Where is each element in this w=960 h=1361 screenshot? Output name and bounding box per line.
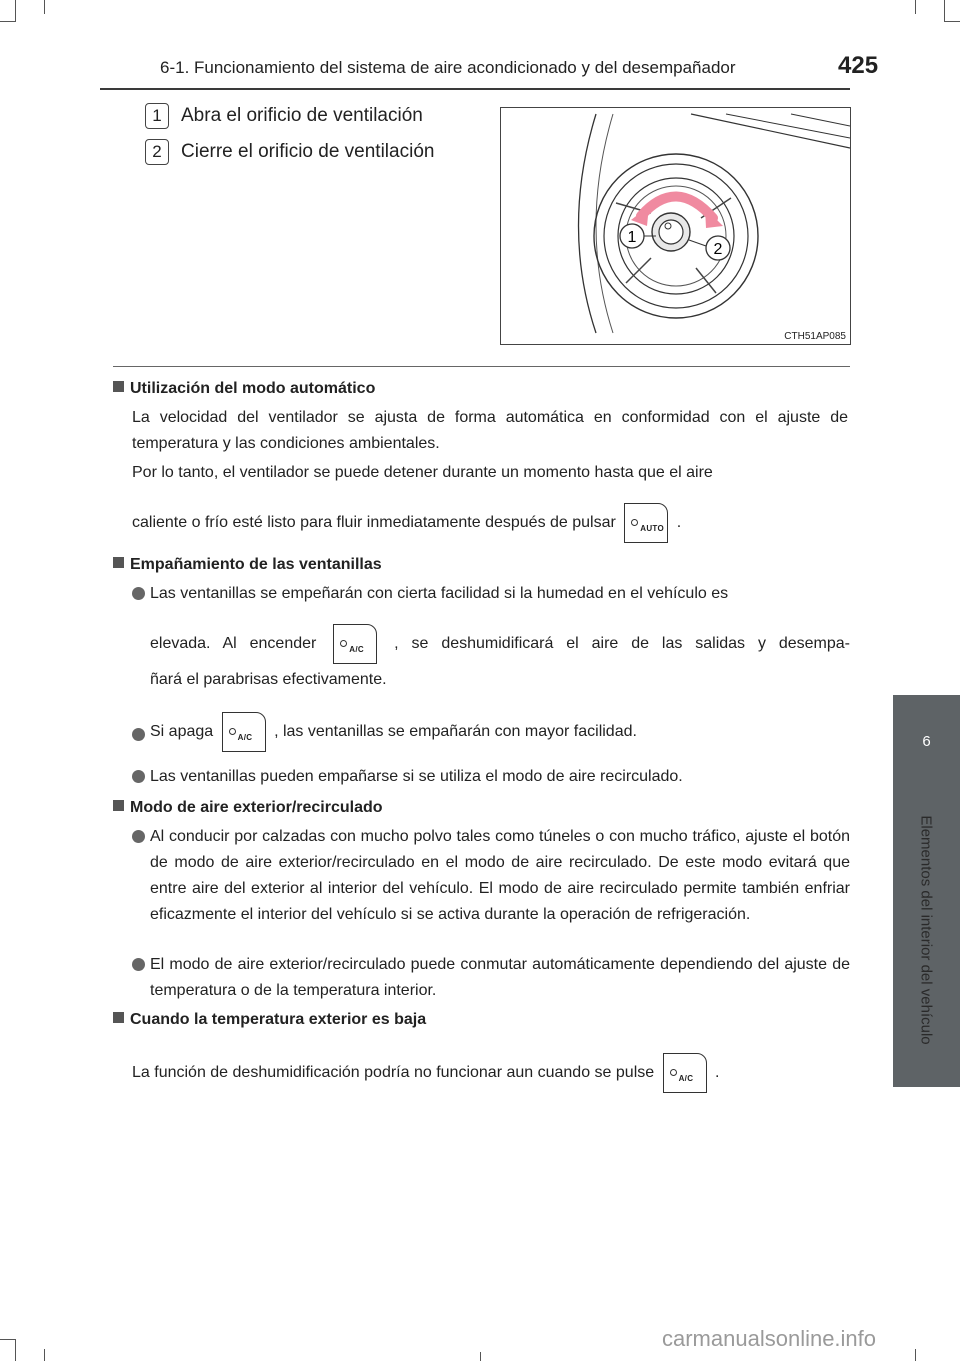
header-rule	[100, 88, 850, 90]
auto-button-icon: AUTO	[624, 503, 668, 543]
bullet-dot-icon	[132, 958, 145, 971]
crop-mark	[44, 1349, 45, 1361]
fog-bullet-3: Las ventanillas pueden empañarse si se utiliza el modo de aire recirculado.	[132, 764, 850, 790]
fog-bullet-1-line-2: elevada. Al encender A/C , se deshumidificará el aire de las salidas y desempa-	[132, 624, 850, 664]
chapter-tab	[893, 695, 960, 775]
running-header: 6-1. Funcionamiento del sistema de aire acondicionado y del desempañador	[160, 58, 736, 77]
section-title-text: Modo de aire exterior/recirculado	[130, 799, 383, 816]
step-text: Cierre el orificio de ventilación	[181, 141, 435, 163]
vent-illustration	[500, 107, 851, 345]
square-bullet-icon	[113, 557, 124, 568]
square-bullet-icon	[113, 800, 124, 811]
section-title-text: Utilización del modo automático	[130, 380, 376, 397]
crop-mark	[944, 0, 945, 22]
crop-mark	[480, 1352, 481, 1361]
callout-2: 2	[713, 241, 723, 258]
section-auto-title	[113, 380, 375, 398]
auto-paragraph-2-line-2	[132, 503, 681, 543]
fog-bullet-2: Si apaga A/C , las ventanillas se empañarán con mayor facilidad.	[132, 712, 850, 752]
crop-mark	[44, 0, 45, 14]
section-title-text: Cuando la temperatura exterior es baja	[130, 1011, 427, 1028]
callout-1: 1	[627, 229, 637, 246]
section-fog-title	[113, 556, 382, 574]
section-recirc-title	[113, 799, 383, 817]
ac-button-icon: A/C	[333, 624, 377, 664]
recirc-bullet-2: El modo de aire exterior/recirculado puede conmutar automáticamente dependiendo del ajuste de temperatura o de la temperatura interior.	[132, 952, 850, 1004]
square-bullet-icon	[113, 381, 124, 392]
chapter-title-vertical: Elementos del interior del vehículo	[917, 815, 935, 1045]
step-number: 1	[145, 103, 169, 129]
crop-mark	[15, 0, 16, 22]
crop-mark	[15, 1339, 16, 1361]
chapter-number: 6	[922, 733, 931, 750]
recirc-bullet-1: Al conducir por calzadas con mucho polvo tales como túneles o con mucho tráfico, ajuste el botón de modo de aire exterior/recirculado en el modo de aire recirculado. De este modo evitará que entre aire del exterior al interior del vehículo. El modo de aire recirculado permite también enfriar eficazmente el interior del vehículo si se activa durante la operación de refrigeración.	[132, 824, 850, 928]
crop-mark	[0, 21, 16, 22]
ac-button-icon: A/C	[663, 1053, 707, 1093]
bullet-dot-icon	[132, 770, 145, 783]
crop-mark	[944, 21, 960, 22]
auto-paragraph-1: La velocidad del ventilador se ajusta de forma automática en conformidad con el ajuste de temperatura y las condiciones ambientales.	[132, 409, 848, 452]
ac-button-icon: A/C	[222, 712, 266, 752]
crop-mark	[915, 1349, 916, 1361]
step-1	[145, 103, 423, 129]
auto-text: caliente o frío esté listo para fluir inmediatamente después de pulsar	[132, 514, 616, 532]
cold-paragraph: La función de deshumidificación podría no funcionar aun cuando se pulse A/C .	[132, 1053, 720, 1093]
fog-bullet-1: Las ventanillas se empeñarán con cierta facilidad si la humedad en el vehículo es	[132, 581, 850, 607]
crop-mark	[915, 0, 916, 14]
auto-paragraph-2-line-1: Por lo tanto, el ventilador se puede detener durante un momento hasta que el aire	[132, 464, 713, 481]
watermark: carmanualsonline.info	[662, 1326, 877, 1351]
section-title-text: Empañamiento de las ventanillas	[130, 556, 382, 573]
period: .	[676, 514, 682, 532]
section-cold-title	[113, 1011, 426, 1029]
section-rule	[113, 366, 850, 367]
square-bullet-icon	[113, 1012, 124, 1023]
page-number: 425	[838, 52, 879, 79]
bullet-dot-icon	[132, 728, 145, 741]
bullet-dot-icon	[132, 587, 145, 600]
step-text: Abra el orificio de ventilación	[181, 105, 423, 127]
vent-drawing	[501, 108, 850, 344]
step-2	[145, 139, 434, 165]
fog-bullet-1-line-3: ñará el parabrisas efectivamente.	[150, 671, 387, 688]
step-number: 2	[145, 139, 169, 165]
figure-code: CTH51AP085	[784, 331, 846, 342]
crop-mark	[0, 1339, 16, 1340]
bullet-dot-icon	[132, 830, 145, 843]
